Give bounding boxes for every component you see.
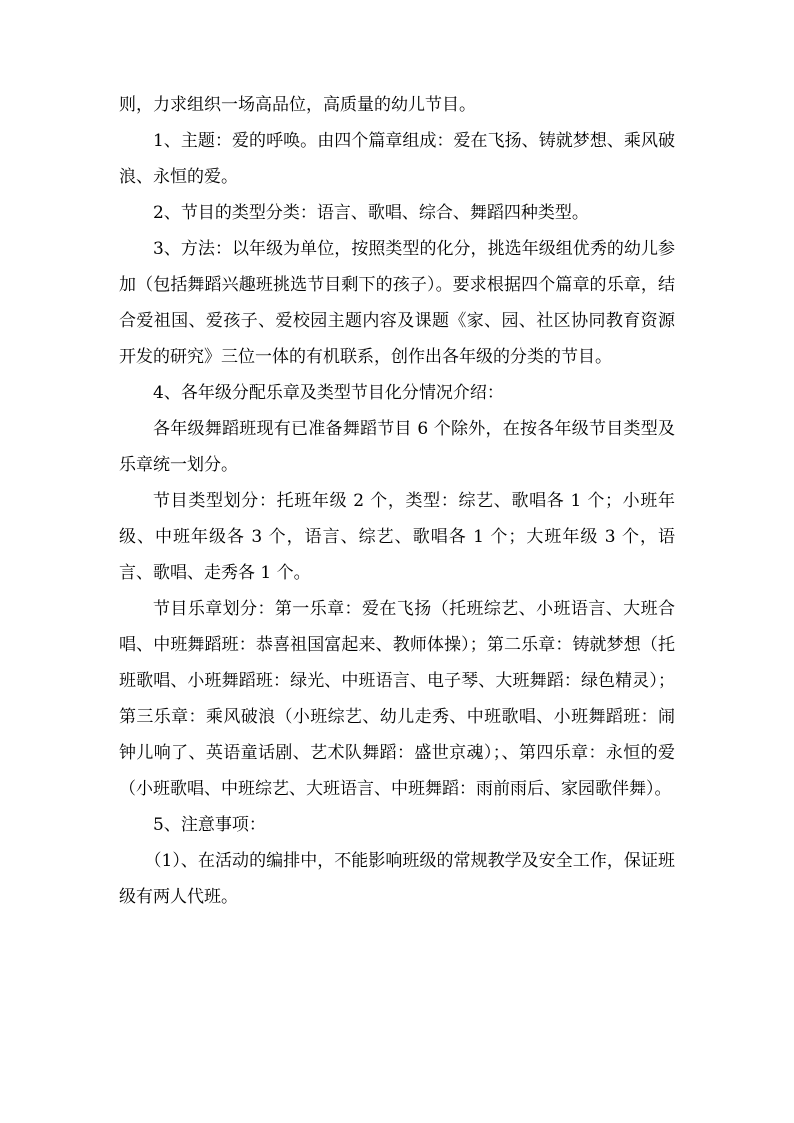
paragraph-theme: 1、主题：爱的呼唤。由四个篇章组成：爱在飞扬、铸就梦想、乘风破浪、永恒的爱。 [119, 131, 675, 187]
paragraph-allocation-heading: 4、各年级分配乐章及类型节目化分情况介绍： [153, 383, 504, 403]
paragraph-method: 3、方法：以年级为单位，按照类型的化分，挑选年级组优秀的幼儿参加（包括舞蹈兴趣班挑选节目剩下的孩子）。要求根据四个篇章的乐章，结合爱祖国、爱孩子、爱校园主题内容及课题《家、园、社区协同教育资源开发的研究》三位一体的有机联系，创作出各年级的分类的节目。 [119, 239, 675, 367]
paragraph-type-division: 节目类型划分：托班年级 2 个，类型：综艺、歌唱各 1 个；小班年级、中班年级各 3 个，语言、综艺、歌唱各 1 个；大班年级 3 个，语言、歌唱、走秀各 1 个。 [119, 491, 675, 583]
paragraph-program-types: 2、节目的类型分类：语言、歌唱、综合、舞蹈四种类型。 [153, 203, 589, 223]
paragraph-movement-division: 节目乐章划分：第一乐章：爱在飞扬（托班综艺、小班语言、大班合唱、中班舞蹈班：恭喜祖国富起来、教师体操）；第二乐章：铸就梦想（托班歌唱、小班舞蹈班：绿光、中班语言、电子琴、大班舞蹈：绿色精灵）；第三乐章：乘风破浪（小班综艺、幼儿走秀、中班歌唱、小班舞蹈班：闹钟儿响了、英语童话剧、艺术队舞蹈：盛世京魂）；、第四乐章：永恒的爱（小班歌唱、中班综艺、大班语言、中班舞蹈：雨前雨后、家园歌伴舞）。 [119, 599, 675, 799]
paragraph-intro-continuation: 则，力求组织一场高品位，高质量的幼儿节目。 [119, 95, 476, 115]
document-body [119, 87, 675, 915]
paragraph-dance-class-note: 各年级舞蹈班现有已准备舞蹈节目 6 个除外，在按各年级节目类型及乐章统一划分。 [119, 419, 675, 475]
paragraph-notes-heading: 5、注意事项： [153, 815, 266, 835]
paragraph-note-1: （1）、在活动的编排中，不能影响班级的常规教学及安全工作，保证班级有两人代班。 [119, 851, 675, 907]
